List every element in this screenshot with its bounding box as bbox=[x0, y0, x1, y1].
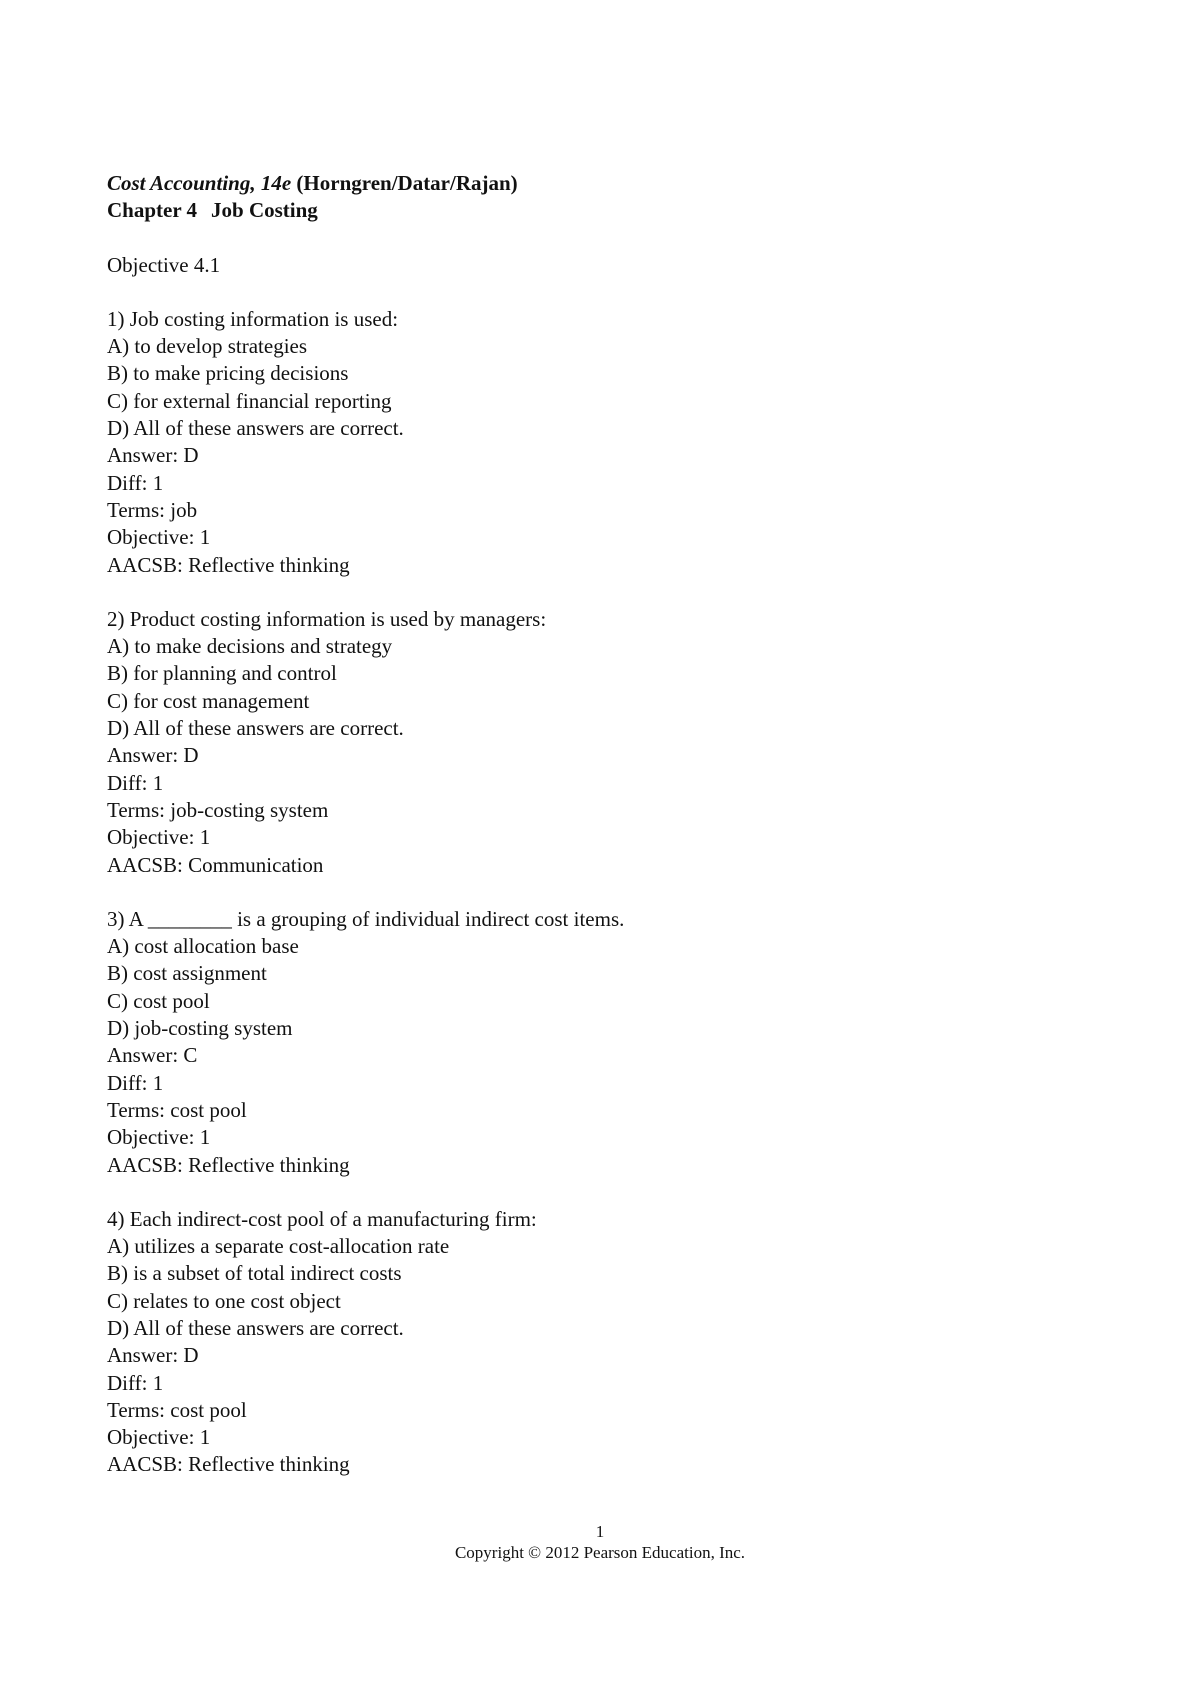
answer-option: D) All of these answers are correct. bbox=[107, 1315, 404, 1340]
terms: Terms: cost pool bbox=[107, 1397, 247, 1422]
question-stem: 3) A ________ is a grouping of individual indirect cost items. bbox=[107, 906, 625, 931]
answer-option: A) cost allocation base bbox=[107, 934, 299, 959]
answer-option: C) for cost management bbox=[107, 688, 310, 713]
objective: Objective: 1 bbox=[107, 825, 211, 850]
aacsb: AACSB: Reflective thinking bbox=[107, 1452, 350, 1477]
answer-option: A) utilizes a separate cost-allocation rate bbox=[107, 1234, 450, 1259]
answer-option: C) cost pool bbox=[107, 988, 210, 1013]
question-stem: 2) Product costing information is used by managers: bbox=[107, 606, 547, 631]
difficulty: Diff: 1 bbox=[107, 1370, 164, 1395]
answer-option: D) All of these answers are correct. bbox=[107, 416, 404, 441]
question-block bbox=[107, 906, 1107, 1179]
objective: Objective: 1 bbox=[107, 1125, 211, 1150]
aacsb: AACSB: Reflective thinking bbox=[107, 552, 350, 577]
chapter-label: Chapter 4 bbox=[107, 198, 198, 223]
question-stem: 4) Each indirect-cost pool of a manufacturing firm: bbox=[107, 1206, 537, 1231]
aacsb: AACSB: Reflective thinking bbox=[107, 1152, 350, 1177]
answer-option: D) job-costing system bbox=[107, 1016, 293, 1041]
document-title bbox=[107, 170, 1107, 197]
aacsb: AACSB: Communication bbox=[107, 852, 324, 877]
chapter-title: Job Costing bbox=[211, 198, 318, 223]
answer-option: A) to make decisions and strategy bbox=[107, 634, 393, 659]
answer-option: B) is a subset of total indirect costs bbox=[107, 1261, 402, 1286]
answer-option: B) cost assignment bbox=[107, 961, 267, 986]
objective: Objective: 1 bbox=[107, 525, 211, 550]
terms: Terms: job bbox=[107, 497, 198, 522]
difficulty: Diff: 1 bbox=[107, 770, 164, 795]
page-number: 1 bbox=[595, 1522, 605, 1541]
answer-key: Answer: D bbox=[107, 443, 199, 468]
copyright-notice: Copyright © 2012 Pearson Education, Inc. bbox=[454, 1543, 746, 1562]
answer-option: A) to develop strategies bbox=[107, 334, 308, 359]
answer-key: Answer: D bbox=[107, 743, 199, 768]
answer-key: Answer: D bbox=[107, 1343, 199, 1368]
answer-option: C) relates to one cost object bbox=[107, 1288, 341, 1313]
difficulty: Diff: 1 bbox=[107, 1070, 164, 1095]
answer-option: B) for planning and control bbox=[107, 661, 337, 686]
difficulty: Diff: 1 bbox=[107, 470, 164, 495]
chapter-heading bbox=[107, 197, 1107, 224]
question-block bbox=[107, 606, 1107, 879]
answer-option: B) to make pricing decisions bbox=[107, 361, 349, 386]
terms: Terms: cost pool bbox=[107, 1097, 247, 1122]
objective-heading: Objective 4.1 bbox=[107, 252, 221, 277]
question-block bbox=[107, 1206, 1107, 1479]
terms: Terms: job-costing system bbox=[107, 797, 329, 822]
book-authors: (Horngren/Datar/Rajan) bbox=[296, 171, 518, 195]
answer-key: Answer: C bbox=[107, 1043, 198, 1068]
answer-option: C) for external financial reporting bbox=[107, 388, 392, 413]
book-title: Cost Accounting, 14e bbox=[107, 171, 292, 195]
question-stem: 1) Job costing information is used: bbox=[107, 306, 399, 331]
answer-option: D) All of these answers are correct. bbox=[107, 716, 404, 741]
page-content bbox=[107, 170, 1107, 1479]
question-block bbox=[107, 306, 1107, 579]
objective: Objective: 1 bbox=[107, 1425, 211, 1450]
